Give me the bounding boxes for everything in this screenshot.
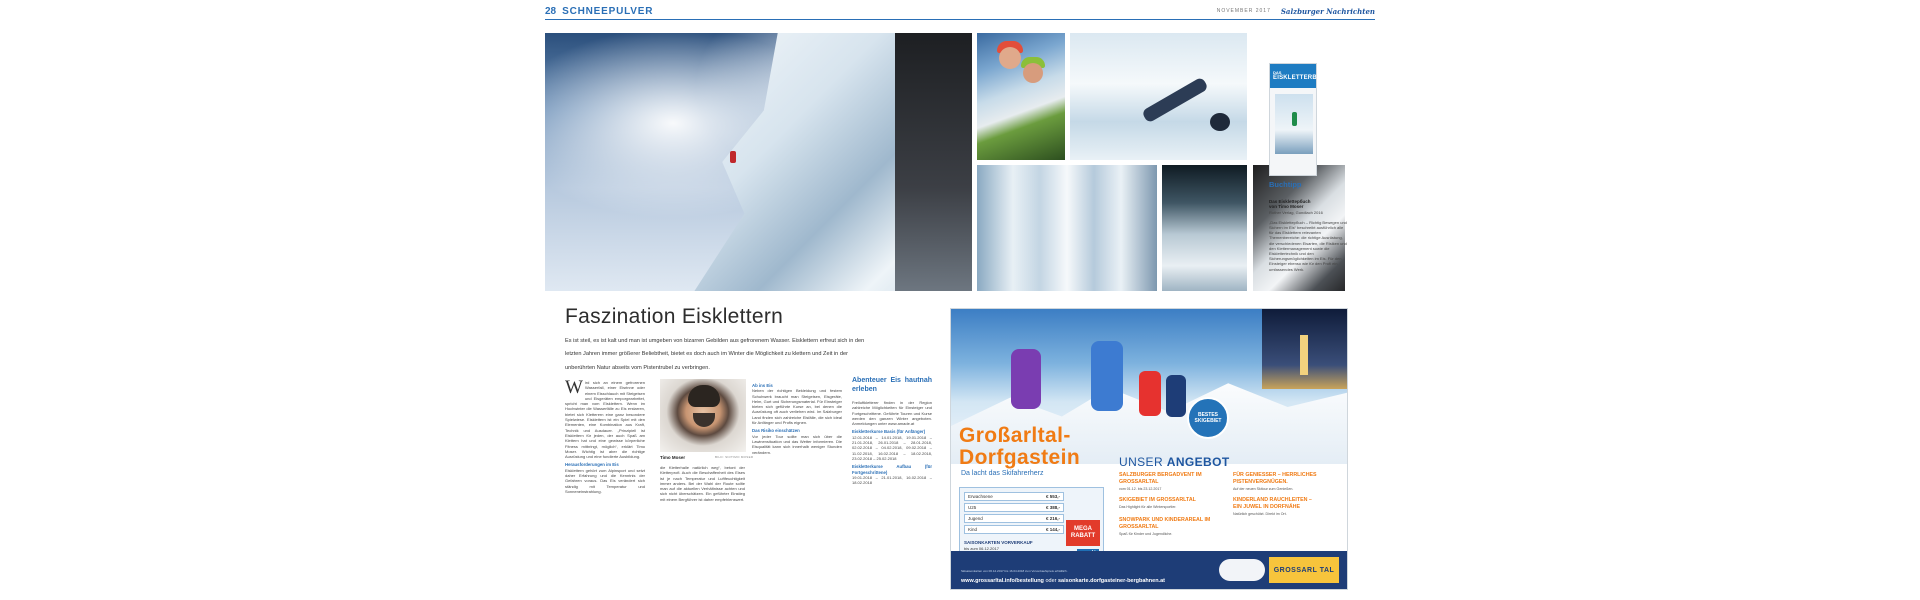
column-1-text: ird sich an einem gefrorenen Wasserfall, einer Eisrinne oder einem Eisschlauch mit Steigeisen und Eisgeräten emporgearbeitet, spricht man vom Eisklettern. Wenn im Hochwinter die Wasserfälle zu Eis erstarren, bietet sich Kletterern eine ganz besondere Spielwiese. Eisklettern ist ein Spiel mit den Elementen, eine Kombination aus Kraft, Technik und Ausdauer. „Prinzipiell ist Eisklettern für jeden, der auch Spaß am Klettern hat und eine gewisse körperliche Fitness mitbringt, möglich“, erklärt Timo Moser. Wichtig ist aber die richtige Ausrüstung und eine fundierte Ausbildung. bbox=[565, 380, 645, 460]
price-label: Kind bbox=[968, 527, 978, 532]
ice-axe-climber-photo bbox=[1070, 33, 1247, 160]
photo-caption-name: Timo Moser bbox=[660, 455, 686, 460]
presale-heading: SAISONKARTEN VORVERKAUF bbox=[964, 540, 1033, 545]
ad-legal-text: Skisaisonkarten von 06.12.2017 bis 16.04.2018 zum Vorverkaufspreis erhältlich. bbox=[961, 569, 1068, 573]
book-cover-climber bbox=[1292, 112, 1297, 126]
ice-climbing-main-photo bbox=[545, 33, 972, 291]
ad-claim: Da lacht das Skifahrerherz bbox=[961, 470, 1044, 477]
climber-face bbox=[1023, 63, 1043, 83]
header-rule bbox=[545, 19, 1375, 20]
ad-skier bbox=[1091, 341, 1123, 411]
offer-heading-light: UNSER bbox=[1119, 455, 1164, 469]
award-logos bbox=[1219, 559, 1265, 581]
drop-cap: W bbox=[565, 377, 583, 398]
offer-heading-bold: ANGEBOT bbox=[1166, 455, 1230, 469]
issue-date: NOVEMBER 2017 bbox=[1216, 8, 1271, 14]
photo-credit: BILD: SN/TIMO MOSER bbox=[715, 455, 754, 459]
ski-resort-advertisement bbox=[950, 308, 1348, 590]
ad-brand-line2: Dorfgastein bbox=[959, 446, 1081, 469]
ad-url-secondary[interactable]: saisonkarte.dorfgasteiner-bergbahnen.at bbox=[1058, 578, 1165, 584]
offer-4-text: Auf der neuen Skitour zum Genießen. bbox=[1233, 487, 1294, 491]
price-label: Jugend bbox=[968, 516, 983, 521]
book-tip-label: Buchtipp bbox=[1269, 180, 1302, 189]
award-badge: BESTES SKIGEBIET bbox=[1187, 397, 1229, 439]
info-box-column bbox=[852, 377, 932, 485]
course-advanced-heading: Eiskletterkurse Aufbau (für Fortgeschrittene) bbox=[852, 464, 932, 475]
page-number: 28 bbox=[545, 5, 557, 17]
column-1-subhead: Herausforderungen im Eis bbox=[565, 462, 619, 468]
article-title: Faszination Eisklettern bbox=[565, 305, 784, 328]
article-column-3 bbox=[752, 380, 842, 455]
column-1-text-2: Eisklettern gehört zum Alpinsport und setzt daher Erfahrung und die Kenntnis der Gefahren voraus. Das Eis verändert sich ständig mit Temperatur und Sonneneinstrahlung. bbox=[565, 467, 645, 494]
column-3-subhead-2: Das Risiko einschätzen bbox=[752, 428, 800, 434]
article-lead: Es ist steil, es ist kalt und man ist umgeben von bizarren Gebilden aus gefrorenem Wasser. Eisklettern erfreut sich in den letzten Jahren immer größerer Beliebtheit, bietet es doch auch im Winter die Möglichkeit zu klettern und Zeit in der unberührten Natur abseits vom Pistentrubel zu verbringen. bbox=[565, 338, 865, 371]
price-value: € 144,- bbox=[1045, 527, 1060, 532]
ad-brand-line1: Großarltal- bbox=[959, 424, 1071, 447]
offer-5-text: Natürlich geschützt. Direkt im Ort. bbox=[1233, 512, 1287, 516]
offer-2-text: Das Highlight für alle Wintersportler. bbox=[1119, 505, 1177, 509]
price-row bbox=[964, 514, 1064, 523]
info-box-text: Freiluftkletterer finden in der Region zahlreiche Möglichkeiten für Einsteiger und Fortgeschrittene. Geführte Touren und Kurse werden den ganzen Winter angeboten. Anmeldungen unter www.amade.at bbox=[852, 400, 932, 427]
section-title: SCHNEEPULVER bbox=[562, 5, 654, 17]
price-value: € 553,- bbox=[1045, 494, 1060, 499]
climber-helmet bbox=[1210, 113, 1230, 131]
publication-logo: Salzburger Nachrichten bbox=[1280, 6, 1375, 16]
frozen-tree-photo bbox=[1162, 165, 1247, 291]
price-row bbox=[964, 525, 1064, 534]
climbers-portrait-photo bbox=[977, 33, 1065, 160]
book-cover bbox=[1269, 63, 1331, 176]
column-3-subhead: Ab ins Eis bbox=[752, 383, 773, 388]
price-row bbox=[964, 503, 1064, 512]
ad-url-or: oder bbox=[1045, 578, 1057, 584]
grossarltal-logo: GROSSARL TAL bbox=[1269, 557, 1339, 583]
mega-line1: MEGA bbox=[1074, 526, 1092, 532]
price-value: € 216,- bbox=[1045, 516, 1060, 521]
climber-arm bbox=[1141, 76, 1209, 123]
mega-line2: RABATT bbox=[1070, 533, 1096, 539]
frozen-waterfall-photo bbox=[977, 165, 1157, 291]
ad-child-skier bbox=[1166, 375, 1186, 417]
rock-edge-shape bbox=[895, 33, 972, 291]
ad-url-primary[interactable]: www.grossarltal.info/bestellung bbox=[961, 578, 1044, 584]
climber-figure bbox=[730, 151, 736, 163]
portrait-beard bbox=[693, 413, 715, 427]
price-label: U25 bbox=[968, 505, 977, 510]
ad-order-url[interactable] bbox=[961, 578, 1165, 584]
book-publisher: Rother Verlag, Gundlach 2016 bbox=[1269, 209, 1323, 215]
offer-heading bbox=[1119, 455, 1230, 469]
ad-skier bbox=[1011, 349, 1041, 409]
church-tower bbox=[1300, 335, 1308, 375]
course-basic-heading: Eiskletterkurse Basis (für Anfänger) bbox=[852, 429, 926, 435]
book-author: von Timo Moser bbox=[1269, 204, 1304, 210]
article-column-2: die Kletterhalle natürlich weg“, betont der Kletterprofi. Auch die Beschaffenheit des Eises ist je nach Temperatur und Luftfeuchtigkeit immer anders. Bei der Wahl der Route sollte man auf die aktuellen Verhältnisse achten und sich nicht überschätzen. Ein geführter Einstieg mit einem Bergführer ist daher empfehlenswert. bbox=[660, 465, 745, 502]
book-description: „Das Eisklettербuch – Richtig Bewegen und Sichern im Eis“ beschreibt ausführlich alle für das Eisklettern relevanten Themenbereiche: die richtige Ausrüstung, die verschiedenen Eisarten, die Risiken und den Klettermanagement sowie die Eisklettertechnik und den Sicherungsmöglichkeiten im Eis. Für den Einsteiger ebenso wie für den Profi ein umfassendes Werk. bbox=[1269, 219, 1347, 272]
price-label: Erwachsene bbox=[968, 494, 993, 499]
column-3-text: Neben der richtigen Bekleidung und festem Schuhwerk braucht man Steigeisen, Eisgeräte, Helm, Gurt und Sicherungsmaterial. Für Einsteiger bieten sich geführte Kurse an, bei denen die Ausrüstung oft auch verliehen wird. Im Salzburger Land finden sich zahlreiche Eisfälle, die sich ideal für Anfänger und Profis eignen. bbox=[752, 388, 842, 426]
course-basic-dates: 12.01.2018 – 14.01.2018, 19.01.2018 – 21.01.2018, 26.01.2018 – 28.01.2018, 02.02.2018 – 04.02.2018, 09.02.2018 – 11.02.2018, 16.02.2018 – 18.02.2018, 23.02.2018 – 25.02.2018 bbox=[852, 434, 932, 461]
offer-1-title: SALZBURGER BERGADVENT IM GROSSARLTAL bbox=[1119, 472, 1202, 485]
mega-discount-badge bbox=[1066, 520, 1100, 546]
info-box-title: Abenteuer Eis hautnah erleben bbox=[852, 377, 932, 393]
ad-footer-strip bbox=[951, 551, 1347, 589]
offer-3-title: SNOWPARK UND KINDERAREAL IM GROSSARLTAL bbox=[1119, 517, 1211, 530]
climber-face bbox=[999, 47, 1021, 69]
course-advanced-dates: 19.01.2018 – 21.01.2018, 16.02.2018 – 18.02.2018 bbox=[852, 474, 932, 486]
offer-2-title: SKIGEBIET IM GROSSARLTAL bbox=[1119, 497, 1196, 503]
article-column-1 bbox=[565, 377, 645, 494]
portrait-hair bbox=[688, 385, 720, 407]
column-3-text-2: Vor jeder Tour sollte man sich über die Lawinensituation und das Wetter informieren. Die Eisqualität kann sich innerhalb weniger Stunden verändern. bbox=[752, 433, 842, 455]
timo-moser-portrait bbox=[660, 379, 746, 452]
offer-4-title: FÜR GENIESSER – HERRLICHES PISTENVERGNÜGEN. bbox=[1233, 472, 1317, 485]
offer-3-text: Spaß für Kinder und Jugendliche. bbox=[1119, 532, 1173, 536]
offer-1-text: vom 01.12. bis 23.12.2017 bbox=[1119, 487, 1162, 491]
book-cover-line2: EISKLETTERBUCH bbox=[1273, 75, 1331, 81]
book-cover-line1: DAS bbox=[1273, 70, 1282, 75]
book-title: Das Eisklettербuch bbox=[1269, 199, 1311, 204]
ad-child-skier bbox=[1139, 371, 1161, 416]
book-tip-sidebar bbox=[1269, 180, 1349, 272]
price-value: € 388,- bbox=[1045, 505, 1060, 510]
offer-5-title: KINDERLAND RAUCHLEITEN – EIN JUWEL IN DORFNÄHE bbox=[1233, 497, 1312, 510]
price-row bbox=[964, 492, 1064, 501]
presale-date: bis zum 06.12.2017 bbox=[964, 546, 999, 551]
ad-village-night-photo bbox=[1262, 309, 1347, 389]
